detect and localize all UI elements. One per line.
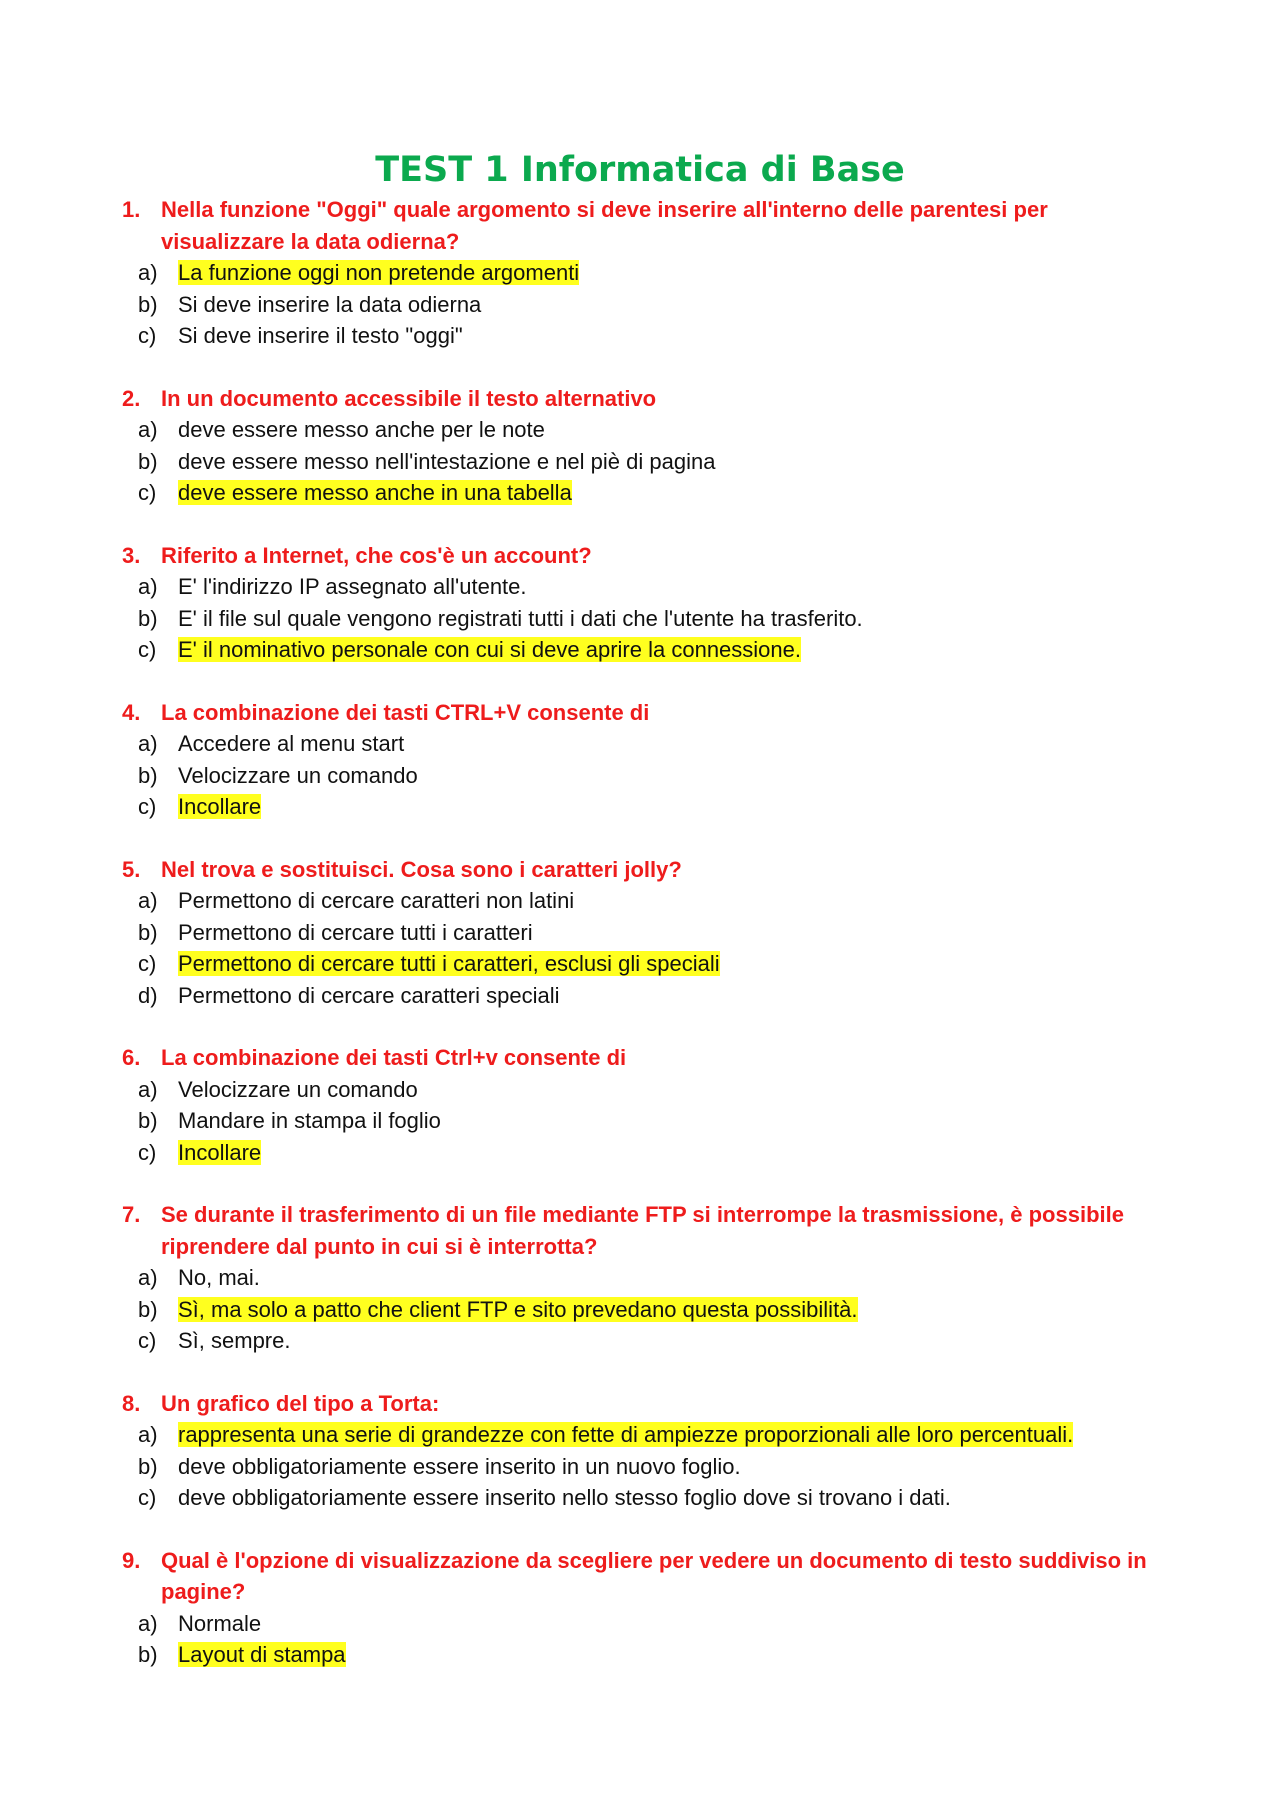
option-letter: d): [138, 982, 158, 1008]
answer-option-correct: [122, 477, 1172, 509]
question-heading: [122, 1388, 1172, 1420]
option-text-wrap: [178, 1074, 1172, 1106]
option-text: Permettono di cercare caratteri non latini: [178, 888, 575, 913]
highlighted-answer-text: Incollare: [178, 1139, 262, 1165]
highlighted-answer-text: Incollare: [178, 794, 262, 819]
answer-option-correct: [122, 948, 1172, 980]
option-letter: b): [138, 762, 158, 788]
option-text-wrap: [178, 1137, 1172, 1169]
question-number: 9.: [122, 1547, 141, 1573]
answer-option: [122, 1105, 1172, 1137]
answer-option: [122, 1262, 1172, 1294]
option-text-wrap: [178, 728, 1172, 760]
option-text: deve essere messo nell'intestazione e nel piè di pagina: [178, 448, 716, 474]
option-letter: a): [138, 1610, 158, 1636]
option-text: deve obbligatoriamente essere inserito nello stesso foglio dove si trovano i dati.: [178, 1485, 951, 1510]
option-text-wrap: [178, 603, 1172, 635]
highlighted-answer-text: La funzione oggi non pretende argomenti: [178, 260, 580, 285]
option-letter: a): [138, 1422, 158, 1447]
option-letter: a): [138, 1076, 158, 1102]
option-letter: c): [138, 1139, 157, 1165]
answer-option: [122, 446, 1172, 478]
option-text-wrap: [178, 571, 1172, 603]
option-text-wrap: [178, 1294, 1172, 1326]
option-text: Permettono di cercare tutti i caratteri: [178, 919, 533, 945]
answer-option: [122, 414, 1172, 446]
answer-option: [122, 980, 1172, 1012]
answer-option: [122, 760, 1172, 792]
option-text-wrap: [178, 760, 1172, 792]
question-item: [122, 1199, 1172, 1357]
option-text-wrap: [178, 980, 1172, 1012]
option-text: Mandare in stampa il foglio: [178, 1108, 441, 1133]
answer-option-correct: [122, 634, 1172, 666]
question-number: 3.: [122, 542, 141, 568]
question-heading: [122, 1199, 1172, 1262]
option-letter: c): [138, 794, 157, 819]
question-text: La combinazione dei tasti CTRL+V consente di: [161, 699, 650, 725]
question-heading: [122, 194, 1172, 257]
answer-option: [122, 1482, 1172, 1514]
option-text-wrap: [178, 477, 1172, 509]
answer-option-correct: [122, 1294, 1172, 1326]
question-heading: [122, 1042, 1172, 1074]
answer-option: [122, 1074, 1172, 1106]
answer-option-correct: [122, 791, 1172, 823]
option-text-wrap: [178, 917, 1172, 949]
option-text: E' l'indirizzo IP assegnato all'utente.: [178, 574, 527, 599]
answer-option: [122, 320, 1172, 352]
option-letter: a): [138, 417, 158, 442]
option-letter: b): [138, 448, 158, 474]
option-letter: b): [138, 1296, 158, 1322]
question-text: Se durante il trasferimento di un file mediante FTP si interrompe la trasmissione, è possibile riprendere dal punto in cui si è interrotta?: [161, 1202, 1124, 1259]
option-letter: b): [138, 1453, 158, 1479]
option-letter: b): [138, 291, 158, 317]
option-text-wrap: [178, 791, 1172, 823]
option-letter: a): [138, 574, 158, 599]
highlighted-answer-text: Permettono di cercare tutti i caratteri, esclusi gli speciali: [178, 951, 720, 976]
option-text-wrap: [178, 257, 1172, 289]
question-text: Nella funzione "Oggi" quale argomento si deve inserire all'interno delle parentesi per visualizzare la data odierna?: [161, 197, 1048, 254]
option-letter: b): [138, 605, 158, 631]
option-letter: a): [138, 731, 158, 756]
option-letter: c): [138, 323, 157, 348]
option-text: Sì, sempre.: [178, 1328, 291, 1353]
question-text: Riferito a Internet, che cos'è un account?: [161, 542, 592, 568]
option-text: Permettono di cercare caratteri speciali: [178, 982, 560, 1008]
answer-option-correct: [122, 1419, 1172, 1451]
option-letter: b): [138, 1108, 158, 1133]
highlighted-answer-text: E' il nominativo personale con cui si deve aprire la connessione.: [178, 637, 801, 662]
option-text: Accedere al menu start: [178, 731, 405, 756]
option-letter: c): [138, 637, 157, 662]
option-letter: a): [138, 888, 158, 913]
question-number: 1.: [122, 197, 141, 222]
option-letter: b): [138, 919, 158, 945]
answer-option-correct: [122, 257, 1172, 289]
option-text-wrap: [178, 1608, 1172, 1640]
option-text-wrap: [178, 1262, 1172, 1294]
question-heading: [122, 383, 1172, 415]
question-text: In un documento accessibile il testo alternativo: [161, 385, 657, 411]
question-number: 7.: [122, 1202, 141, 1227]
highlighted-answer-text: Sì, ma solo a patto che client FTP e sito prevedano questa possibilità.: [178, 1296, 858, 1322]
highlighted-answer-text: rappresenta una serie di grandezze con fette di ampiezze proporzionali alle loro percentuali.: [178, 1422, 1074, 1447]
option-letter: a): [138, 1265, 158, 1290]
question-heading: [122, 540, 1172, 572]
answer-option: [122, 1608, 1172, 1640]
option-text-wrap: [178, 1325, 1172, 1357]
option-text-wrap: [178, 414, 1172, 446]
question-number: 8.: [122, 1390, 141, 1416]
answer-option: [122, 885, 1172, 917]
question-item: [122, 540, 1172, 666]
option-letter: c): [138, 480, 157, 505]
option-text: Velocizzare un comando: [178, 1076, 418, 1102]
answer-option: [122, 917, 1172, 949]
question-list: [122, 194, 1172, 1702]
option-text-wrap: [178, 885, 1172, 917]
answer-option-correct: [122, 1639, 1172, 1671]
option-text-wrap: [178, 1451, 1172, 1483]
option-letter: a): [138, 260, 158, 285]
option-text: Normale: [178, 1610, 262, 1636]
option-text-wrap: [178, 446, 1172, 478]
option-text: Velocizzare un comando: [178, 762, 418, 788]
question-item: [122, 1388, 1172, 1514]
option-letter: c): [138, 951, 157, 976]
document-title: TEST 1 Informatica di Base: [375, 150, 905, 190]
question-item: [122, 194, 1172, 352]
question-text: Un grafico del tipo a Torta:: [161, 1390, 440, 1416]
answer-option: [122, 1325, 1172, 1357]
option-text: Si deve inserire la data odierna: [178, 291, 482, 317]
option-text-wrap: [178, 1639, 1172, 1671]
question-item: [122, 383, 1172, 509]
answer-option-correct: [122, 1137, 1172, 1169]
option-text-wrap: [178, 948, 1172, 980]
option-text-wrap: [178, 1419, 1172, 1451]
question-item: [122, 697, 1172, 823]
question-number: 4.: [122, 699, 141, 725]
question-item: [122, 854, 1172, 1012]
option-text: E' il file sul quale vengono registrati tutti i dati che l'utente ha trasferito.: [178, 605, 863, 631]
option-text: Si deve inserire il testo "oggi": [178, 323, 463, 348]
question-number: 5.: [122, 856, 141, 882]
option-text-wrap: [178, 320, 1172, 352]
question-heading: [122, 697, 1172, 729]
answer-option: [122, 289, 1172, 321]
question-text: Nel trova e sostituisci. Cosa sono i caratteri jolly?: [161, 856, 682, 882]
option-letter: c): [138, 1485, 157, 1510]
option-text: deve essere messo anche per le note: [178, 417, 545, 442]
question-text: La combinazione dei tasti Ctrl+v consente di: [161, 1045, 627, 1070]
option-letter: c): [138, 1328, 157, 1353]
highlighted-answer-text: Layout di stampa: [178, 1642, 346, 1667]
question-item: [122, 1042, 1172, 1168]
question-text: Qual è l'opzione di visualizzazione da scegliere per vedere un documento di testo suddiviso in pagine?: [161, 1547, 1147, 1604]
answer-option: [122, 571, 1172, 603]
option-letter: b): [138, 1642, 158, 1667]
question-number: 2.: [122, 385, 141, 411]
highlighted-answer-text: deve essere messo anche in una tabella: [178, 480, 572, 505]
answer-option: [122, 1451, 1172, 1483]
question-number: 6.: [122, 1045, 141, 1070]
option-text-wrap: [178, 1105, 1172, 1137]
option-text-wrap: [178, 1482, 1172, 1514]
answer-option: [122, 728, 1172, 760]
question-heading: [122, 1545, 1172, 1608]
question-heading: [122, 854, 1172, 886]
option-text: No, mai.: [178, 1265, 260, 1290]
question-item: [122, 1545, 1172, 1671]
option-text-wrap: [178, 634, 1172, 666]
option-text-wrap: [178, 289, 1172, 321]
answer-option: [122, 603, 1172, 635]
option-text: deve obbligatoriamente essere inserito in un nuovo foglio.: [178, 1453, 741, 1479]
